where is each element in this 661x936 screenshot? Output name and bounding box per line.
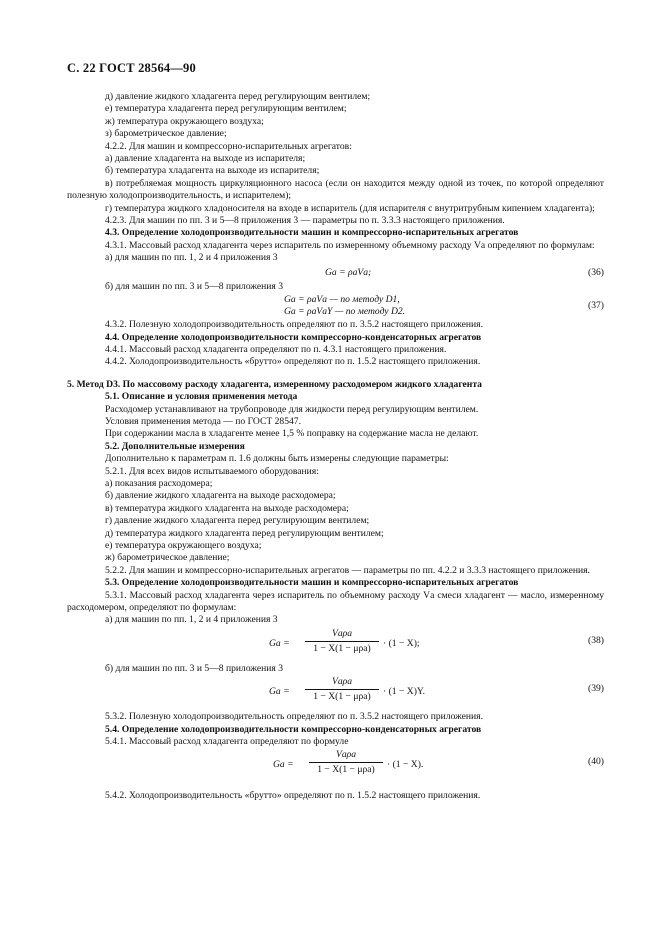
text-line: з) барометрическое давление; bbox=[105, 128, 227, 140]
text-line: д) давление жидкого хладагента перед регулирующим вентилем; bbox=[105, 91, 371, 102]
formula-numerator: Vаρа bbox=[331, 676, 353, 688]
text-line: Условия применения метода — по ГОСТ 28547. bbox=[105, 415, 301, 427]
formula-lhs: Gа = bbox=[269, 637, 290, 649]
text-line: 5.2.1. Для всех видов испытываемого оборудования: bbox=[105, 465, 319, 477]
formula-expression: Gа = ρаVаY — по методу D2. bbox=[284, 306, 406, 318]
text-line: 4.2.3. Для машин по пп. 3 и 5—8 приложения 3 — параметры по п. 3.3.3 настоящего приложения. bbox=[105, 215, 505, 227]
formula-tail: · (1 − X)Y. bbox=[383, 686, 426, 698]
section-heading: 4.3. Определение холодопроизводительности машин и компрессорно-испарительных агрегатов bbox=[105, 227, 519, 239]
formula-expression: Gа = ρаVа; bbox=[325, 266, 372, 278]
text-line: б) давление жидкого хладагента на выходе расходомера; bbox=[105, 490, 336, 502]
text-line: а) показания расходомера; bbox=[105, 477, 213, 489]
text-line: в) температура жидкого хладагента на выходе расходомера; bbox=[105, 502, 349, 514]
formula-tail: · (1 − X); bbox=[383, 637, 420, 649]
fraction-bar bbox=[305, 689, 379, 690]
formula-denominator: 1 − X(1 − μρа) bbox=[313, 691, 371, 703]
text-line: 4.2.2. Для машин и компрессорно-испарительных агрегатов: bbox=[105, 140, 352, 152]
formula-number: (39) bbox=[588, 683, 604, 695]
text-line: 5.4.1. Массовый расход хладагента определяют по формуле bbox=[105, 736, 349, 748]
text-line: г) давление жидкого хладагента перед регулирующим вентилем; bbox=[105, 515, 370, 527]
formula-lhs: Gа = bbox=[269, 686, 290, 698]
text-line: 5.4.2. Холодопроизводительность «брутто» определяют по п. 1.5.2 настоящего приложения. bbox=[105, 790, 481, 802]
section-heading: 5.1. Описание и условия применения метода bbox=[105, 391, 298, 403]
formula-lhs: Gа = bbox=[273, 759, 294, 771]
text-line: е) температура хладагента перед регулирующим вентилем; bbox=[105, 103, 347, 115]
text-line: Расходомер устанавливают на трубопроводе для жидкости перед регулирующим вентилем. bbox=[105, 403, 479, 415]
text-line: Дополнительно к параметрам п. 1.6 должны быть измерены следующие параметры: bbox=[105, 453, 449, 465]
text-line: 5.2.2. Для машин и компрессорно-испарительных агрегатов — параметры по пп. 4.2.2 и 3.3.3 настоящего приложения. bbox=[105, 564, 590, 576]
text-line: 4.3.1. Массовый расход хладагента через испаритель по измеренному объемному расходу Vа определяют по формулам: bbox=[105, 239, 595, 251]
formula-expression: Gа = ρаVа — по методу D1, bbox=[284, 294, 400, 306]
formula-tail: · (1 − X). bbox=[387, 759, 424, 771]
text-line: б) температура хладагента на выходе из испарителя; bbox=[105, 165, 320, 177]
formula-denominator: 1 − X(1 − μρа) bbox=[313, 642, 371, 654]
formula-denominator: 1 − X(1 − μρа) bbox=[317, 764, 375, 776]
text-line: ж) температура окружающего воздуха; bbox=[105, 115, 264, 127]
text-line: 4.4.2. Холодопроизводительность «брутто» определяют по п. 1.5.2 настоящего приложения. bbox=[105, 356, 481, 368]
formula-37 bbox=[67, 293, 604, 319]
formula-36 bbox=[67, 265, 604, 281]
section-heading: 5. Метод D3. По массовому расходу хладагента, измеренному расходомером жидкого хладагента bbox=[67, 378, 482, 390]
text-line: а) для машин по пп. 1, 2 и 4 приложения 3 bbox=[105, 252, 278, 264]
text-line: г) температура жидкого хладоносителя на входе в испаритель (для испарителя с внутритрубным кипением хладагента); bbox=[105, 202, 595, 214]
formula-number: (38) bbox=[588, 634, 604, 646]
text-line: 5.3.1. Массовый расход хладагента через испаритель по объемному расходу Vа смеси хладагент — масло, измеренному расходомером, определяют по формулам: bbox=[67, 589, 604, 614]
text-line: б) для машин по пп. 3 и 5—8 приложения 3 bbox=[105, 280, 284, 292]
text-line: При содержании масла в хладагенте менее 1,5 % поправку на содержание масла не делают. bbox=[105, 428, 479, 440]
text-line: а) для машин по пп. 1, 2 и 4 приложения 3 bbox=[105, 614, 278, 626]
text-line: ж) барометрическое давление; bbox=[105, 552, 230, 564]
formula-number: (36) bbox=[588, 266, 604, 278]
formula-38 bbox=[67, 627, 604, 663]
text-line: в) потребляемая мощность циркуляционного насоса (если он находится между одной из точек, по которой определяют полезную холодопроизводительность, и испарителем); bbox=[67, 177, 604, 202]
text-line: а) давление хладагента на выходе из испарителя; bbox=[105, 153, 306, 165]
section-heading: 4.4. Определение холодопроизводительности компрессорно-конденсаторных агрегатов bbox=[105, 331, 482, 343]
fraction-bar bbox=[309, 762, 383, 763]
section-heading: 5.2. Дополнительные измерения bbox=[105, 440, 245, 452]
text-line: 4.3.2. Полезную холодопроизводительность определяют по п. 3.5.2 настоящего приложения. bbox=[105, 319, 483, 331]
formula-number: (37) bbox=[588, 300, 604, 312]
section-heading: 5.3. Определение холодопроизводительности машин и компрессорно-испарительных агрегатов bbox=[105, 577, 519, 589]
text-line: 5.3.2. Полезную холодопроизводительность определяют по п. 3.5.2 настоящего приложения. bbox=[105, 711, 483, 723]
text-line: б) для машин по пп. 3 и 5—8 приложения 3 bbox=[105, 662, 284, 674]
formula-number: (40) bbox=[588, 756, 604, 768]
formula-40 bbox=[67, 748, 604, 784]
page-header: С. 22 ГОСТ 28564—90 bbox=[67, 61, 196, 75]
text-line: 4.4.1. Массовый расход хладагента определяют по п. 4.3.1 настоящего приложения. bbox=[105, 343, 447, 355]
formula-numerator: Vаρа bbox=[331, 627, 353, 639]
section-heading: 5.4. Определение холодопроизводительности компрессорно-конденсаторных агрегатов bbox=[105, 723, 482, 735]
formula-numerator: Vаρа bbox=[335, 749, 357, 761]
formula-39 bbox=[67, 675, 604, 711]
document-body bbox=[67, 91, 604, 803]
text-line: д) температура жидкого хладагента перед регулирующим вентилем; bbox=[105, 527, 384, 539]
text-line: е) температура окружающего воздуха; bbox=[105, 540, 262, 551]
fraction-bar bbox=[305, 641, 379, 642]
